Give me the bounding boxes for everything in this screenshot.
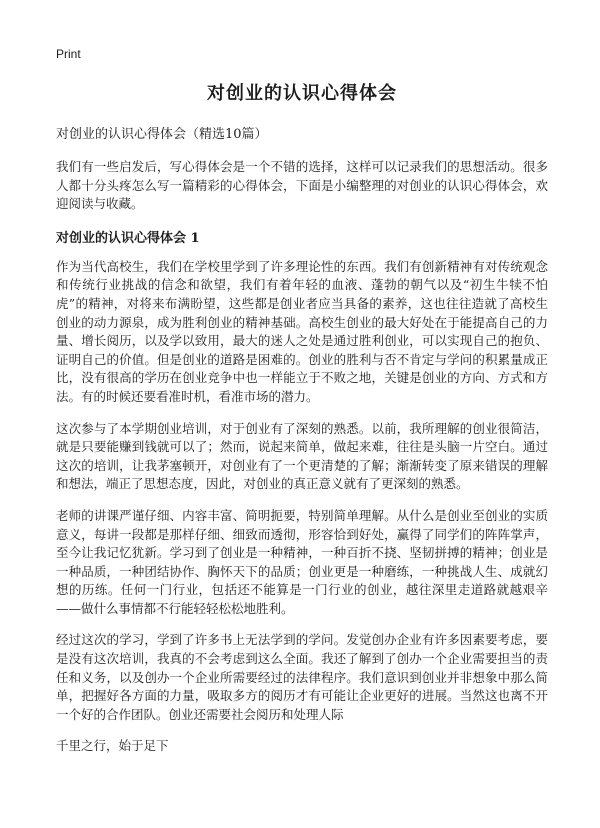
footer-line: 千里之行，始于足下 xyxy=(56,738,169,754)
body-paragraph-3: 老师的讲课严谨仔细、内容丰富、简明扼要，特别简单理解。从什么是创业至创业的实质意义，每讲一段都是那样仔细、细致而透彻，形容恰到好处，赢得了同学们的阵阵掌声，至今让我记忆犹新。学习到了创业是一种精神，一种百折不挠、坚韧拼搏的精神；创业是一种品质，一种团结协作、胸怀天下的品质；创业更是一种磨练，一种挑战人生、成就幻想的历练。任何一门行业，包括还不能算是一门行业的创业，越往深里走道路就越艰辛——做什么事情都不行能轻轻松松地胜利。 xyxy=(56,507,548,616)
print-label[interactable]: Print xyxy=(56,47,81,61)
body-paragraph-1: 作为当代高校生，我们在学校里学到了许多理论性的东西。我们有创新精神有对传统观念和传统行业挑战的信念和欲望，我们有着年轻的血液、蓬勃的朝气以及“初生牛犊不怕虎”的精神，对将来布满盼望，这些都是创业者应当具备的素养，这也往往造就了高校生创业的动力源泉，成为胜利创业的精神基础。高校生创业的最大好处在于能提高自己的力量、增长阅历，以及学以致用，最大的迷人之处是通过胜利创业，可以实现自己的抱负、证明自己的价值。但是创业的道路是困难的。创业的胜利与否不肯定与学问的积累量成正比，没有很高的学历在创业竞争中也一样能立于不败之地，关键是创业的方向、方式和方法。有的时候还要看准时机，看准市场的潜力。 xyxy=(56,258,548,404)
intro-paragraph: 我们有一些启发后，写心得体会是一个不错的选择，这样可以记录我们的思想活动。很多人都十分头疼怎么写一篇精彩的心得体会，下面是小编整理的对创业的认识心得体会，欢迎阅读与收藏。 xyxy=(56,159,548,212)
body-paragraph-2: 这次参与了本学期创业培训，对于创业有了深刻的熟悉。以前，我所理解的创业很简洁，就是只要能赚到钱就可以了；然而，说起来简单，做起来难，往往是头脑一片空白。通过这次的培训，让我茅塞顿开，对创业有了一个更清楚的了解；渐渐转变了原来错误的理解和想法，端正了思想态度，因此，对创业的真正意义就有了更深刻的熟悉。 xyxy=(56,420,548,492)
document-subtitle: 对创业的认识心得体会（精选10篇） xyxy=(56,127,268,142)
body-paragraph-4: 经过这次的学习，学到了许多书上无法学到的学问。发觉创办企业有许多因素要考虑，要是没有这次培训，我真的不会考虑到这么全面。我还了解到了创办一个企业需要担当的责任和义务，以及创办一个企业所需要经过的法律程序。我们意识到创业并非想象中那么简单，把握好各方面的力量，吸取多方的阅历才有可能让企业更好的进展。当然这也离不开一个好的合作团队。创业还需要社会阅历和处理人际 xyxy=(56,632,548,722)
section-heading: 对创业的认识心得体会 1 xyxy=(56,230,200,246)
document-title: 对创业的认识心得体会 xyxy=(207,83,397,104)
